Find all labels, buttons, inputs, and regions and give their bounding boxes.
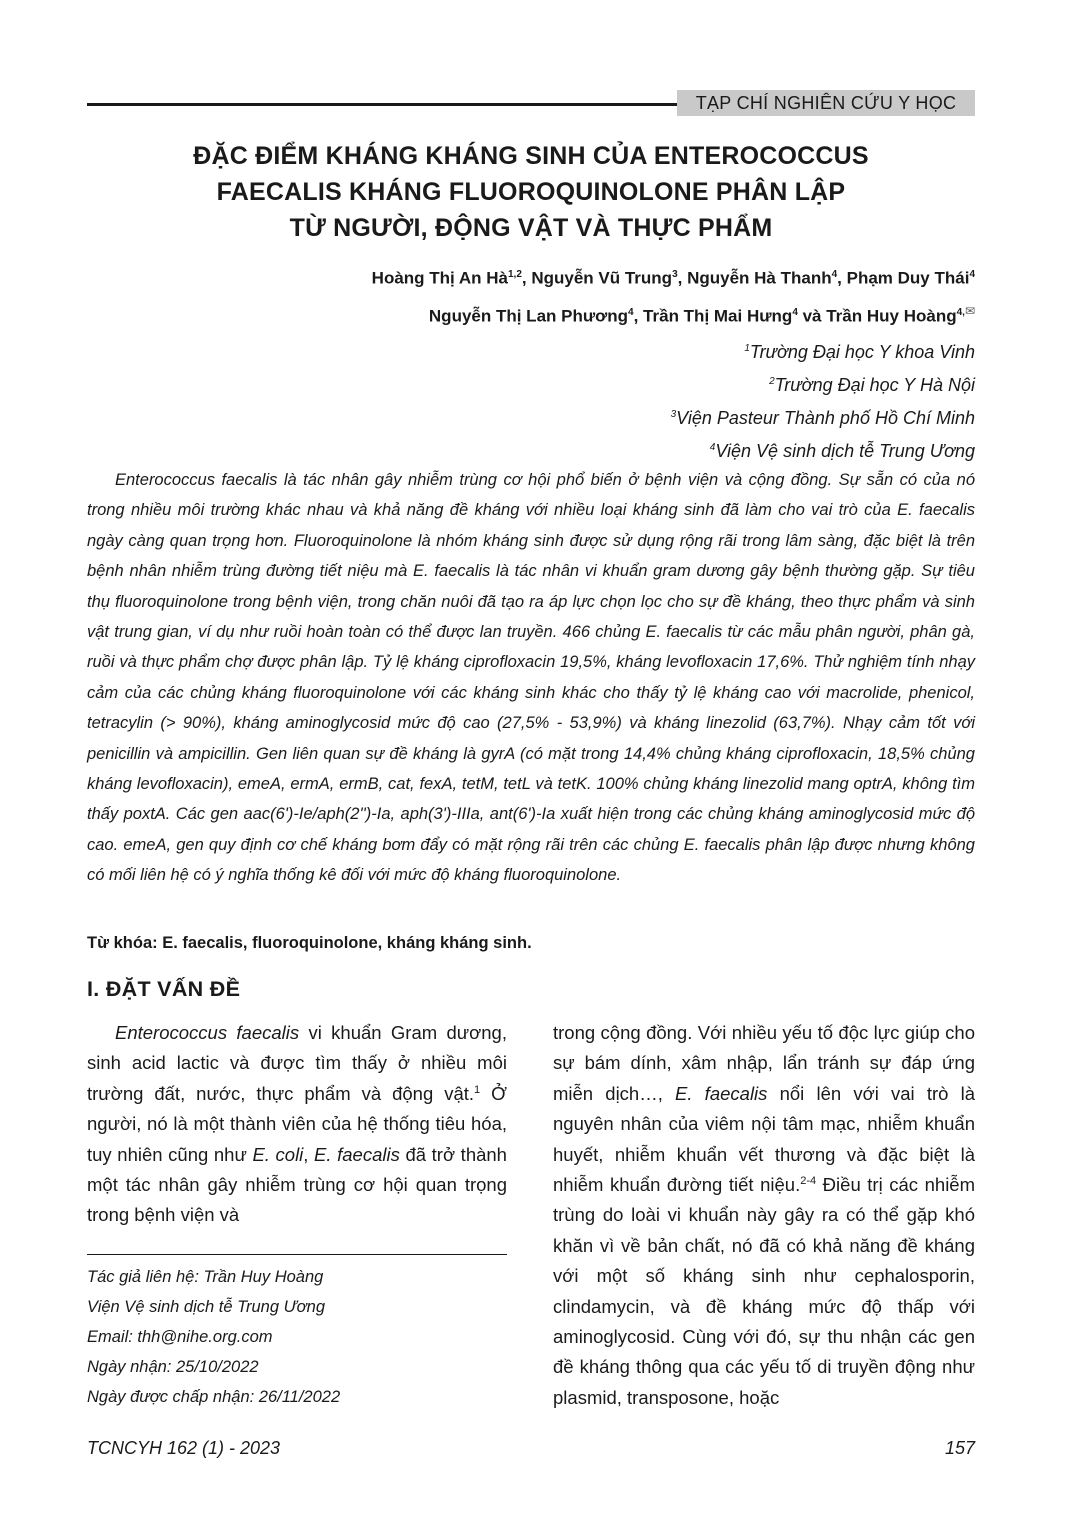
- title-line-1: ĐẶC ĐIỂM KHÁNG KHÁNG SINH CỦA ENTEROCOCCUS: [193, 142, 869, 170]
- keywords: Từ khóa: E. faecalis, fluoroquinolone, kháng kháng sinh.: [87, 934, 532, 952]
- author-affil-ref: 4: [792, 306, 798, 318]
- author-name: Trần Huy Hoàng: [826, 306, 957, 326]
- header-rule: [87, 103, 677, 106]
- author-name: Nguyễn Thị Lan Phương: [428, 306, 629, 326]
- author-name: Nguyễn Vũ Trung: [531, 268, 673, 288]
- affiliation-item: $^2$Trường Đại học Y Hà Nội: [769, 375, 975, 395]
- body-column-left: Enterococcus faecalis vi khuẩn Gram dương, sinh acid lactic và được tìm thấy ở nhiều môi trường đất, nước, thực phẩm và động vật.$^1$ Ở người, nó là một thành viên của hệ thống tiêu hóa, tuy nhiên cũng như E. coli, E. faecalis đã trở thành một tác nhân gây nhiễm trùng cơ hội quan trọng trong bệnh viện và: [87, 1022, 507, 1226]
- author-name: Nguyễn Hà Thanh: [687, 268, 832, 288]
- author-name: Phạm Duy Thái: [846, 268, 970, 288]
- article-title: [87, 138, 975, 246]
- corresponding-institution: Viện Vệ sinh dịch tễ Trung Ương: [87, 1298, 326, 1316]
- title-line-2: FAECALIS KHÁNG FLUOROQUINOLONE PHÂN LẬP: [216, 178, 846, 206]
- author-affil-ref: 4: [831, 269, 838, 280]
- author-affil-ref: 1,2: [507, 269, 522, 280]
- abstract: Enterococcus faecalis là tác nhân gây nhiễm trùng cơ hội phổ biến ở bệnh viện và cộng đồng. Sự sẵn có của nó trong nhiều môi trường khác nhau và khả năng đề kháng với nhiều loại kháng sinh đã làm cho vai trò của E. faecalis ngày càng quan trọng hơn. Fluoroquinolone là nhóm kháng sinh được sử dụng rộng rãi trong lâm sàng, đặc biệt là trên bệnh nhân nhiễm trùng đường tiết niệu mà E. faecalis là tác nhân vi khuẩn gram dương gây bệnh thường gặp. Sự tiêu thụ fluoroquinolone trong bệnh viện, trong chăn nuôi đã tạo ra áp lực chọn lọc cho sự đề kháng, theo thực phẩm và sinh vật trung gian, ví dụ như ruồi hoàn toàn có thể được lan truyền. 466 chủng E. faecalis từ các mẫu phân người, phân gà, ruồi và thực phẩm chợ được phân lập. Tỷ lệ kháng ciprofloxacin 19,5%, kháng levofloxacin 17,6%. Thử nghiệm tính nhạy cảm của các chủng kháng fluoroquinolone với các kháng sinh khác cho thấy tỷ lệ kháng cao với macrolide, phenicol, tetracylin (> 90%), kháng aminoglycosid mức độ cao (27,5% - 53,9%) và kháng linezolid (63,7%). Nhạy cảm tốt với penicillin và ampicillin. Gen liên quan sự đề kháng là gyrA (có mặt trong 14,4% chủng kháng ciprofloxacin, 18,5% chủng kháng levofloxacin), emeA, ermA, ermB, cat, fexA, tetM, tetL và tetK. 100% chủng kháng linezolid mang optrA, không tìm thấy poxtA. Các gen aac(6')-Ie/aph(2'')-Ia, aph(3')-IIIa, ant(6')-Ia xuất hiện trong các chủng kháng aminoglycosid mức độ cao. emeA, gen quy định cơ chế kháng bơm đẩy có mặt rộng rãi trên các chủng E. faecalis phân lập được nhưng không có mối liên hệ có ý nghĩa thống kê đối với mức độ kháng fluoroquinolone.: [87, 471, 975, 885]
- author-line-1: Hoàng Thị An Hà$^{1,2}$, Nguyễn Vũ Trung$^3$, Nguyễn Hà Thanh$^4$, Phạm Duy Thái$^4$: [371, 268, 975, 288]
- affiliation-item: $^4$Viện Vệ sinh dịch tễ Trung Ương: [709, 441, 975, 461]
- footnotes: [87, 1262, 507, 1412]
- body-column-right: trong cộng đồng. Với nhiều yếu tố độc lực giúp cho sự bám dính, xâm nhập, lẩn tránh sự đáp ứng miễn dịch…, E. faecalis nổi lên với vai trò là nguyên nhân của viêm nội tâm mạc, nhiễm khuẩn huyết, nhiễm khuẩn vết thương và đặc biệt là nhiễm khuẩn đường tiết niệu.$^{2-4}$ Điều trị các nhiễm trùng do loài vi khuẩn này gây ra có thể gặp khó khăn vì về bản chất, nó đã có khả năng đề kháng với một số kháng sinh như cephalosporin, clindamycin, và đề kháng mức độ thấp với aminoglycosid. Cùng với đó, sự thu nhận các gen đề kháng thông qua các yếu tố di truyền động như plasmid, transposone, hoặc: [553, 1022, 975, 1408]
- author-affil-ref: 4,: [956, 306, 965, 318]
- affiliation-list: [671, 334, 975, 466]
- footer-citation: TCNCYH 162 (1) - 2023: [87, 1438, 281, 1458]
- title-line-3: TỪ NGƯỜI, ĐỘNG VẬT VÀ THỰC PHẨM: [289, 214, 773, 242]
- citation-ref: 1: [474, 1083, 481, 1096]
- corresponding-author: Tác giả liên hệ: Trần Huy Hoàng: [87, 1268, 324, 1286]
- corresponding-email: Email: thh@nihe.org.com: [87, 1328, 273, 1346]
- author-list: [372, 258, 975, 332]
- citation-ref: 2-4: [800, 1174, 817, 1187]
- journal-name: TẠP CHÍ NGHIÊN CỨU Y HỌC: [677, 90, 975, 116]
- author-affil-ref: 4: [628, 306, 634, 318]
- author-affil-ref: 3: [672, 269, 678, 280]
- section-heading: I. ĐẶT VẤN ĐỀ: [87, 977, 241, 1001]
- page-number: 157: [944, 1438, 975, 1458]
- author-name: Hoàng Thị An Hà: [371, 268, 508, 288]
- received-date: Ngày nhận: 25/10/2022: [87, 1358, 259, 1376]
- envelope-icon: ✉: [964, 303, 975, 318]
- accepted-date: Ngày được chấp nhận: 26/11/2022: [87, 1388, 341, 1406]
- affiliation-item: $^1$Trường Đại học Y khoa Vinh: [744, 342, 975, 362]
- author-line-2: Nguyễn Thị Lan Phương$^4$, Trần Thị Mai Hưng$^4$ và Trần Huy Hoàng$^{4,✉}$: [428, 303, 975, 326]
- affiliation-item: $^3$Viện Pasteur Thành phố Hồ Chí Minh: [670, 408, 975, 428]
- footnote-rule: [87, 1254, 507, 1255]
- author-name: Trần Thị Mai Hưng: [643, 306, 793, 326]
- author-affil-ref: 4: [969, 269, 975, 280]
